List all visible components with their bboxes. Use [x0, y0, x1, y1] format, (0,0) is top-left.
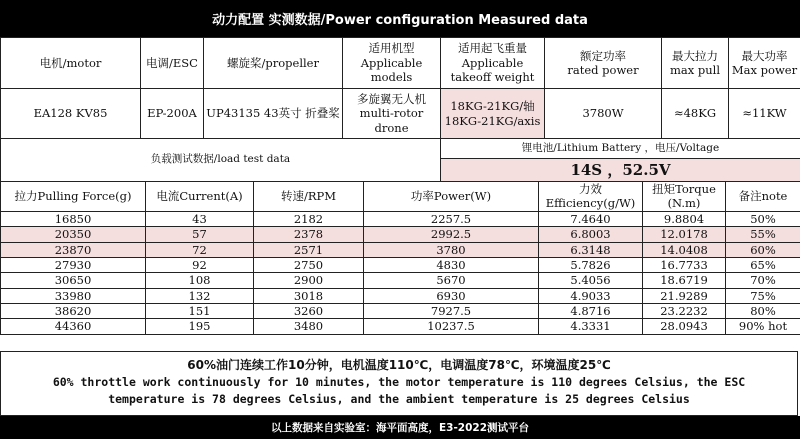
table-cell: 6.8003: [539, 227, 643, 242]
table-row: [1, 304, 800, 319]
table-cell: 28.0943: [643, 319, 726, 334]
table-cell: 20350: [1, 227, 146, 242]
table-row: [1, 319, 800, 334]
table-row: [1, 273, 800, 288]
spec-header-row: [1, 38, 800, 89]
table-cell: 44360: [1, 319, 146, 334]
table-cell: 108: [146, 273, 254, 288]
table-cell: 9.8804: [643, 211, 726, 226]
table-cell: 21.9289: [643, 288, 726, 303]
table-cell: 3780: [364, 242, 539, 257]
table-cell: 195: [146, 319, 254, 334]
table-cell: 10237.5: [364, 319, 539, 334]
esc-header: 电调/ESC: [141, 38, 204, 89]
table-cell: 16.7733: [643, 257, 726, 272]
models-value: 多旋翼无人机 multi-rotor drone: [343, 89, 441, 139]
col-header: 电流Current(A): [146, 182, 254, 212]
table-cell: 80%: [726, 304, 800, 319]
table-cell: 23.2232: [643, 304, 726, 319]
battery-label-row: [1, 139, 800, 159]
battery-label: 锂电池/Lithium Battery ，电压/Voltage: [441, 139, 800, 159]
table-cell: 7927.5: [364, 304, 539, 319]
table-cell: 14.0408: [643, 242, 726, 257]
load-header-row: [1, 182, 800, 212]
table-cell: 60%: [726, 242, 800, 257]
table-cell: 6930: [364, 288, 539, 303]
table-cell: 7.4640: [539, 211, 643, 226]
takeoff-value: 18KG-21KG/轴 18KG-21KG/axis: [441, 89, 545, 139]
table-cell: 2182: [254, 211, 364, 226]
max-pull-value: ≈48KG: [662, 89, 729, 139]
propeller-header: 螺旋桨/propeller: [204, 38, 343, 89]
max-power-header: 最大功率 Max power: [729, 38, 800, 89]
table-cell: 151: [146, 304, 254, 319]
col-header: 力效 Efficiency(g/W): [539, 182, 643, 212]
footer-source: 以上数据来自实验室：海平面高度，E3-2022测试平台: [0, 416, 800, 439]
table-cell: 72: [146, 242, 254, 257]
table-cell: 2992.5: [364, 227, 539, 242]
spec-value-row: [1, 89, 800, 139]
table-cell: 12.0178: [643, 227, 726, 242]
table-cell: 27930: [1, 257, 146, 272]
table-cell: 3480: [254, 319, 364, 334]
table-cell: 16850: [1, 211, 146, 226]
spec-table: [0, 37, 800, 182]
table-cell: 2571: [254, 242, 364, 257]
load-test-label: 负载测试数据/load test data: [1, 139, 441, 182]
table-row: [1, 242, 800, 257]
models-header: 适用机型 Applicable models: [343, 38, 441, 89]
table-cell: 23870: [1, 242, 146, 257]
table-row: [1, 211, 800, 226]
table-cell: 2257.5: [364, 211, 539, 226]
col-header: 备注note: [726, 182, 800, 212]
motor-value: EA128 KV85: [1, 89, 141, 139]
table-cell: 50%: [726, 211, 800, 226]
col-header: 拉力Pulling Force(g): [1, 182, 146, 212]
table-row: [1, 257, 800, 272]
table-cell: 3260: [254, 304, 364, 319]
test-notes: [0, 351, 798, 416]
max-pull-header: 最大拉力 max pull: [662, 38, 729, 89]
table-cell: 2750: [254, 257, 364, 272]
rated-power-header: 额定功率 rated power: [545, 38, 662, 89]
rated-power-value: 3780W: [545, 89, 662, 139]
table-cell: 18.6719: [643, 273, 726, 288]
table-cell: 4.8716: [539, 304, 643, 319]
table-cell: 33980: [1, 288, 146, 303]
motor-header: 电机/motor: [1, 38, 141, 89]
table-cell: 2900: [254, 273, 364, 288]
col-header: 转速/RPM: [254, 182, 364, 212]
col-header: 扭矩Torque (N.m): [643, 182, 726, 212]
table-cell: 5.7826: [539, 257, 643, 272]
max-power-value: ≈11KW: [729, 89, 800, 139]
table-cell: 4.9033: [539, 288, 643, 303]
load-test-table: [0, 181, 800, 335]
table-cell: 4.3331: [539, 319, 643, 334]
table-row: [1, 288, 800, 303]
notes-en-line-2: temperature is 78 degrees Celsius, and the ambient temperature is 25 degrees Celsius: [108, 392, 690, 406]
table-cell: 55%: [726, 227, 800, 242]
table-cell: 132: [146, 288, 254, 303]
table-cell: 6.3148: [539, 242, 643, 257]
propeller-value: UP43135 43英寸 折叠桨: [204, 89, 343, 139]
table-cell: 5670: [364, 273, 539, 288]
sheet-title: 动力配置 实测数据/Power configuration Measured data: [0, 0, 800, 37]
esc-value: EP-200A: [141, 89, 204, 139]
table-cell: 30650: [1, 273, 146, 288]
table-cell: 4830: [364, 257, 539, 272]
table-cell: 2378: [254, 227, 364, 242]
table-cell: 5.4056: [539, 273, 643, 288]
table-cell: 57: [146, 227, 254, 242]
table-cell: 43: [146, 211, 254, 226]
takeoff-header: 适用起飞重量 Applicable takeoff weight: [441, 38, 545, 89]
table-cell: 90% hot: [726, 319, 800, 334]
notes-en-line-1: 60% throttle work continuously for 10 minutes, the motor temperature is 110 degrees Celsius, the ESC: [52, 375, 746, 389]
notes-cn: 60%油门连续工作10分钟，电机温度110℃，电调温度78℃，环境温度25℃: [187, 358, 611, 372]
table-cell: 65%: [726, 257, 800, 272]
table-cell: 70%: [726, 273, 800, 288]
table-cell: 92: [146, 257, 254, 272]
table-row: [1, 227, 800, 242]
table-cell: 3018: [254, 288, 364, 303]
table-cell: 38620: [1, 304, 146, 319]
battery-value: 14S ，52.5V: [441, 159, 800, 182]
table-cell: 75%: [726, 288, 800, 303]
col-header: 功率Power(W): [364, 182, 539, 212]
